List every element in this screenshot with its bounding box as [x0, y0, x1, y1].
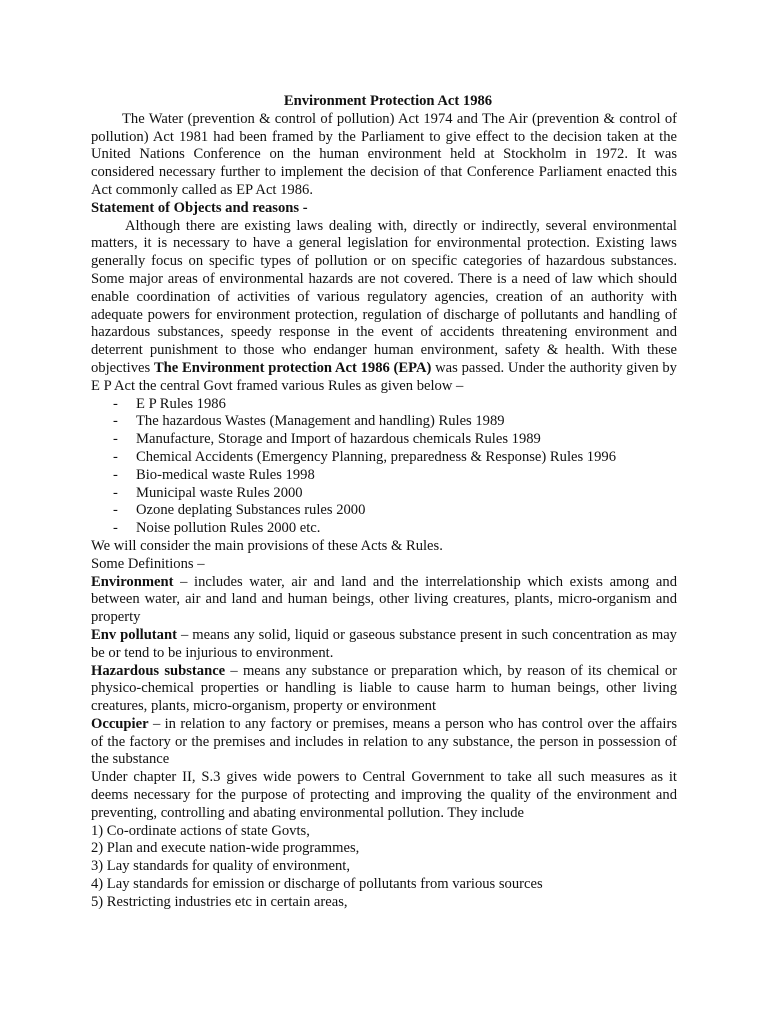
document-title: Environment Protection Act 1986 — [283, 93, 493, 109]
list-dash: - — [113, 484, 118, 501]
definition-term: Environment — [91, 573, 174, 590]
definition-term: Env pollutant — [91, 626, 177, 643]
rule-text: E P Rules 1986 — [136, 395, 226, 412]
definition-env-pollutant — [91, 627, 677, 663]
rules-list — [91, 396, 677, 538]
definition-hazardous-substance — [91, 663, 677, 716]
intro-paragraph: The Water (prevention & control of pollution) Act 1974 and The Air (prevention & control of pollution) Act 1981 had been framed by the Parliament to give effect to the decision taken at the United Nations Conference on the human environment held at Stockholm in 1972. It was considered necessary further to implement the decision of that Conference Parliament enacted this Act commonly called as EP Act 1986. — [91, 110, 677, 198]
list-dash: - — [113, 413, 118, 430]
list-item — [91, 431, 677, 449]
list-item — [91, 520, 677, 538]
definition-text: – includes water, air and land and the interrelationship which exists among and between water, air and land and human beings, other living creatures, plants, micro-organism and property — [91, 573, 677, 626]
list-item: 3) Lay standards for quality of environment, — [91, 858, 350, 875]
statement-body: Although there are existing laws dealing with, directly or indirectly, several environmental matters, it is necessary to have a general legislation for environmental protection. Existing laws generally focus on specific types of pollution or on specific categories of hazardous substances. Some major areas of environmental hazards are not covered. There is a need of law which should enable coordination of activities of various regulatory agencies, creation of an authority with adequate powers for environment protection, regulation of discharge of pollutants and handling of hazardous substances, speedy response in the event of accidents threatening environment and deterrent punishment to those who endanger human environment, safety & health. With these objectives — [91, 217, 677, 376]
statement-heading: Statement of Objects and reasons - — [91, 199, 308, 216]
statement-tail: was passed. Under the authority given by E P Act the central Govt framed various Rules as given below – — [91, 359, 677, 394]
list-dash: - — [113, 431, 118, 448]
list-item — [91, 449, 677, 467]
definition-text: – means any solid, liquid or gaseous substance present in such concentration as may be or tend to be injurious to environment. — [91, 626, 677, 661]
rule-text: Ozone deplating Substances rules 2000 — [136, 502, 366, 519]
rule-text: Noise pollution Rules 2000 etc. — [136, 520, 321, 537]
definition-term: Hazardous substance — [91, 662, 226, 679]
definition-term: Occupier — [91, 715, 149, 732]
list-item — [91, 396, 677, 414]
list-item — [91, 467, 677, 485]
rule-text: Bio-medical waste Rules 1998 — [136, 466, 315, 483]
list-item — [91, 485, 677, 503]
definition-text: – in relation to any factory or premises, means a person who has control over the affairs of the factory or the premises and includes in relation to any substance, the person in possession of the substance — [91, 715, 677, 768]
list-dash: - — [113, 466, 118, 483]
powers-list — [91, 823, 677, 912]
list-dash: - — [113, 448, 118, 465]
list-dash: - — [113, 395, 118, 412]
definition-text: – means any substance or preparation which, by reason of its chemical or physico-chemical properties or handling is liable to cause harm to human beings, other living creatures, plants, micro-organism, property or environment — [91, 662, 678, 715]
rule-text: Chemical Accidents (Emergency Planning, preparedness & Response) Rules 1996 — [136, 448, 616, 465]
list-item: 5) Restricting industries etc in certain areas, — [91, 893, 348, 910]
consider-line: We will consider the main provisions of these Acts & Rules. — [91, 537, 443, 554]
list-item: 1) Co-ordinate actions of state Govts, — [91, 822, 310, 839]
definition-environment — [91, 574, 677, 627]
chapter-paragraph: Under chapter II, S.3 gives wide powers to Central Government to take all such measures as it deems necessary for the purpose of protecting and improving the quality of the environment and preventing, controlling and abating environmental pollution. They include — [91, 769, 677, 821]
list-item: 4) Lay standards for emission or discharge of pollutants from various sources — [91, 876, 543, 893]
list-item — [91, 413, 677, 431]
definitions-heading: Some Definitions – — [91, 555, 205, 572]
document-page — [91, 93, 677, 912]
rule-text: Manufacture, Storage and Import of hazardous chemicals Rules 1989 — [136, 431, 541, 448]
list-item — [91, 502, 677, 520]
rule-text: Municipal waste Rules 2000 — [136, 484, 303, 501]
list-dash: - — [113, 520, 118, 537]
definition-occupier — [91, 716, 677, 769]
statement-paragraph — [91, 218, 677, 396]
list-item: 2) Plan and execute nation-wide programmes, — [91, 840, 360, 857]
rule-text: The hazardous Wastes (Management and handling) Rules 1989 — [136, 413, 505, 430]
list-dash: - — [113, 502, 118, 519]
statement-bold-act: The Environment protection Act 1986 (EPA) — [153, 359, 432, 376]
